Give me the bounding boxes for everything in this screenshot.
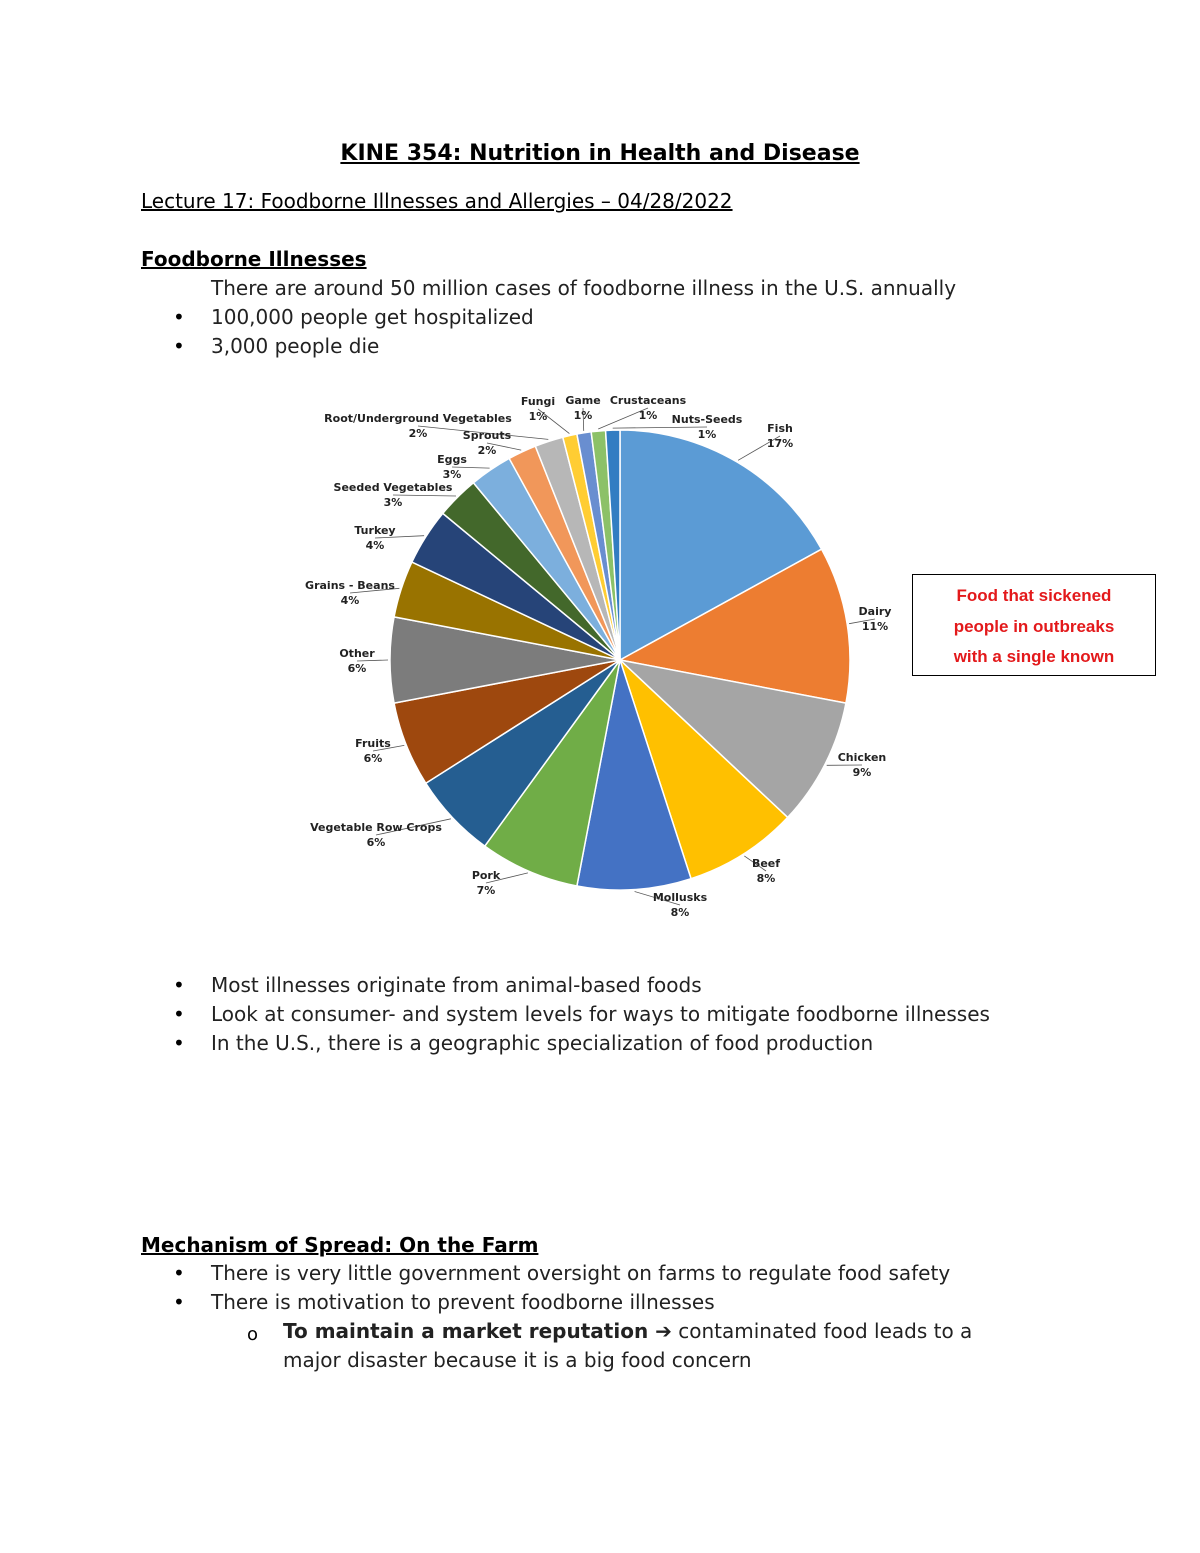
- pie-label: Pork: [471, 869, 501, 882]
- bullet-item: There is motivation to prevent foodborne illnesses: [211, 1290, 715, 1314]
- intro-text: There are around 50 million cases of foodborne illness in the U.S. annually: [211, 276, 957, 300]
- pie-value-label: 17%: [766, 437, 794, 450]
- sub-bullet-marker: o: [247, 1324, 259, 1345]
- pie-value-label: 3%: [442, 468, 462, 481]
- pie-label: Vegetable Row Crops: [310, 821, 442, 834]
- pie-label: Chicken: [837, 751, 887, 764]
- bullet-marker: •: [173, 334, 185, 358]
- pie-label: Game: [565, 394, 601, 407]
- lecture-title: Lecture 17: Foodborne Illnesses and Allergies – 04/28/2022: [141, 189, 733, 213]
- pie-label: Crustaceans: [609, 394, 687, 407]
- pie-leader-line: [357, 660, 388, 661]
- sub-bullet-rest: contaminated food leads to a: [671, 1319, 973, 1343]
- pie-value-label: 4%: [340, 594, 360, 607]
- pie-value-label: 7%: [476, 884, 496, 897]
- pie-value-label: 6%: [363, 752, 383, 765]
- pie-value-label: 2%: [477, 444, 497, 457]
- callout-box: [912, 574, 1156, 676]
- pie-value-label: 8%: [670, 906, 690, 919]
- bullet-item: Look at consumer- and system levels for ways to mitigate foodborne illnesses: [211, 1002, 990, 1026]
- bullet-marker: •: [173, 1290, 185, 1314]
- pie-label: Fungi: [520, 395, 556, 408]
- bullet-marker: •: [173, 1002, 185, 1026]
- course-title: KINE 354: Nutrition in Health and Disease: [340, 141, 860, 166]
- bullet-item: 100,000 people get hospitalized: [211, 305, 534, 329]
- bullet-marker: •: [173, 305, 185, 329]
- section-heading-foodborne: Foodborne Illnesses: [141, 247, 367, 271]
- pie-leader-line: [393, 495, 456, 496]
- sub-bullet-line: [283, 1319, 972, 1343]
- pie-value-label: 1%: [638, 409, 658, 422]
- pie-value-label: 11%: [861, 620, 889, 633]
- section-heading-farm: Mechanism of Spread: On the Farm: [141, 1233, 539, 1257]
- pie-label: Nuts-Seeds: [671, 413, 743, 426]
- pie-chart: [300, 385, 900, 945]
- sub-bullet-continuation: major disaster because it is a big food concern: [283, 1348, 752, 1372]
- bullet-item: Most illnesses originate from animal-based foods: [211, 973, 702, 997]
- pie-label: Mollusks: [652, 891, 708, 904]
- bullet-item: In the U.S., there is a geographic specialization of food production: [211, 1031, 874, 1055]
- bullet-marker: •: [173, 973, 185, 997]
- callout-line: people in outbreaks: [953, 617, 1115, 636]
- pie-value-label: 9%: [852, 766, 872, 779]
- pie-label: Grains - Beans: [305, 579, 395, 592]
- bullet-item: There is very little government oversight on farms to regulate food safety: [211, 1261, 951, 1285]
- pie-value-label: 3%: [383, 496, 403, 509]
- pie-label: Other: [339, 647, 375, 660]
- pie-value-label: 2%: [408, 427, 428, 440]
- bullet-marker: •: [173, 1261, 185, 1285]
- pie-value-label: 1%: [573, 409, 593, 422]
- pie-value-label: 6%: [366, 836, 386, 849]
- pie-label: Fish: [767, 422, 793, 435]
- pie-label: Beef: [751, 857, 781, 870]
- pie-label: Turkey: [354, 524, 396, 537]
- pie-leader-line: [613, 427, 707, 428]
- pie-value-label: 1%: [697, 428, 717, 441]
- sub-bullet-bold: To maintain a market reputation: [283, 1319, 656, 1343]
- callout-line: with a single known: [953, 647, 1115, 666]
- pie-label: Dairy: [858, 605, 892, 618]
- pie-value-label: 8%: [756, 872, 776, 885]
- pie-label: Fruits: [355, 737, 391, 750]
- bullet-item: 3,000 people die: [211, 334, 380, 358]
- pie-value-label: 1%: [528, 410, 548, 423]
- pie-label: Eggs: [437, 453, 467, 466]
- callout-line: Food that sickened: [956, 586, 1112, 605]
- pie-label: Sprouts: [462, 429, 512, 442]
- bullet-marker: •: [173, 1031, 185, 1055]
- pie-value-label: 6%: [347, 662, 367, 675]
- pie-label: Seeded Vegetables: [333, 481, 453, 494]
- pie-label: Root/Underground Vegetables: [324, 412, 512, 425]
- pie-value-label: 4%: [365, 539, 385, 552]
- arrow-icon: ➔: [655, 1319, 672, 1343]
